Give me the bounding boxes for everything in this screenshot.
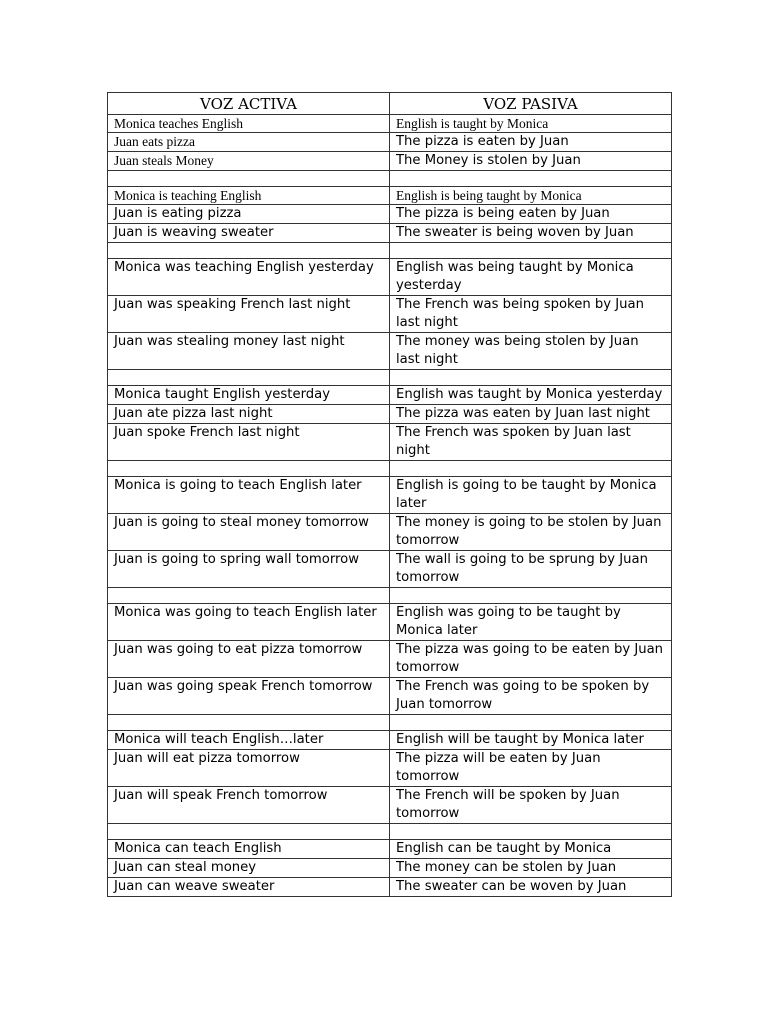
spacer-cell [390,243,672,259]
table-row [108,296,672,333]
passive-voice-cell: The pizza was eaten by Juan last night [390,405,672,424]
active-voice-cell: Juan will speak French tomorrow [108,787,390,824]
table-row [108,840,672,859]
passive-voice-cell: English was going to be taught by Monica later [390,604,672,641]
active-voice-cell: Juan can steal money [108,859,390,878]
active-voice-cell: Juan spoke French last night [108,424,390,461]
spacer-row [108,243,672,259]
table-row [108,386,672,405]
spacer-row [108,824,672,840]
table-row [108,750,672,787]
active-voice-cell: Juan was going speak French tomorrow [108,678,390,715]
table-row [108,641,672,678]
active-voice-cell: Monica is teaching English [108,187,390,205]
spacer-row [108,171,672,187]
passive-voice-cell: The French was spoken by Juan last night [390,424,672,461]
passive-voice-cell: The money can be stolen by Juan [390,859,672,878]
table-row [108,514,672,551]
active-voice-cell: Juan is going to steal money tomorrow [108,514,390,551]
active-voice-cell: Juan is weaving sweater [108,224,390,243]
spacer-cell [108,461,390,477]
table-row [108,224,672,243]
passive-voice-cell: The wall is going to be sprung by Juan tomorrow [390,551,672,588]
spacer-cell [390,824,672,840]
passive-voice-cell: The money was being stolen by Juan last night [390,333,672,370]
table-row [108,878,672,897]
spacer-cell [108,370,390,386]
passive-voice-cell: The Money is stolen by Juan [390,152,672,171]
active-voice-cell: Monica will teach English…later [108,731,390,750]
active-voice-cell: Juan was going to eat pizza tomorrow [108,641,390,678]
table-body [108,115,672,897]
table-row [108,205,672,224]
active-voice-cell: Juan eats pizza [108,133,390,152]
passive-voice-cell: English will be taught by Monica later [390,731,672,750]
spacer-cell [390,461,672,477]
table-row [108,604,672,641]
active-voice-cell: Juan ate pizza last night [108,405,390,424]
passive-voice-cell: English is going to be taught by Monica later [390,477,672,514]
active-voice-cell: Juan can weave sweater [108,878,390,897]
spacer-cell [108,171,390,187]
spacer-cell [108,715,390,731]
table-row [108,187,672,205]
active-voice-cell: Juan was stealing money last night [108,333,390,370]
passive-voice-cell: The pizza is being eaten by Juan [390,205,672,224]
table-row [108,859,672,878]
passive-voice-cell: The sweater is being woven by Juan [390,224,672,243]
spacer-cell [108,588,390,604]
table-row [108,152,672,171]
table-row [108,731,672,750]
passive-voice-cell: English was being taught by Monica yesterday [390,259,672,296]
table-row [108,405,672,424]
table-row [108,477,672,514]
active-voice-cell: Juan is eating pizza [108,205,390,224]
table-row [108,787,672,824]
active-voice-cell: Monica can teach English [108,840,390,859]
header-row [108,93,672,115]
passive-voice-cell: English is being taught by Monica [390,187,672,205]
passive-voice-cell: The French was being spoken by Juan last night [390,296,672,333]
active-voice-cell: Monica teaches English [108,115,390,133]
active-voice-cell: Monica was teaching English yesterday [108,259,390,296]
spacer-cell [390,171,672,187]
spacer-cell [108,824,390,840]
active-voice-cell: Monica was going to teach English later [108,604,390,641]
table-row [108,133,672,152]
active-voice-cell: Juan was speaking French last night [108,296,390,333]
spacer-cell [390,588,672,604]
passive-voice-cell: The pizza is eaten by Juan [390,133,672,152]
table-row [108,115,672,133]
table-row [108,678,672,715]
spacer-row [108,588,672,604]
active-voice-cell: Juan steals Money [108,152,390,171]
passive-voice-cell: The sweater can be woven by Juan [390,878,672,897]
spacer-cell [108,243,390,259]
table-row [108,551,672,588]
header-active: VOZ ACTIVA [108,93,390,115]
spacer-cell [390,370,672,386]
passive-voice-cell: English was taught by Monica yesterday [390,386,672,405]
passive-voice-cell: The pizza will be eaten by Juan tomorrow [390,750,672,787]
table-row [108,424,672,461]
active-voice-cell: Juan is going to spring wall tomorrow [108,551,390,588]
spacer-row [108,715,672,731]
passive-voice-cell: The French will be spoken by Juan tomorrow [390,787,672,824]
spacer-row [108,461,672,477]
passive-voice-cell: English is taught by Monica [390,115,672,133]
passive-voice-cell: The pizza was going to be eaten by Juan tomorrow [390,641,672,678]
active-voice-cell: Monica taught English yesterday [108,386,390,405]
table-row [108,333,672,370]
passive-voice-cell: The money is going to be stolen by Juan tomorrow [390,514,672,551]
active-voice-cell: Monica is going to teach English later [108,477,390,514]
spacer-row [108,370,672,386]
active-voice-cell: Juan will eat pizza tomorrow [108,750,390,787]
passive-voice-cell: The French was going to be spoken by Juan tomorrow [390,678,672,715]
passive-voice-cell: English can be taught by Monica [390,840,672,859]
header-passive: VOZ PASIVA [390,93,672,115]
table-row [108,259,672,296]
voice-table [107,92,672,897]
spacer-cell [390,715,672,731]
